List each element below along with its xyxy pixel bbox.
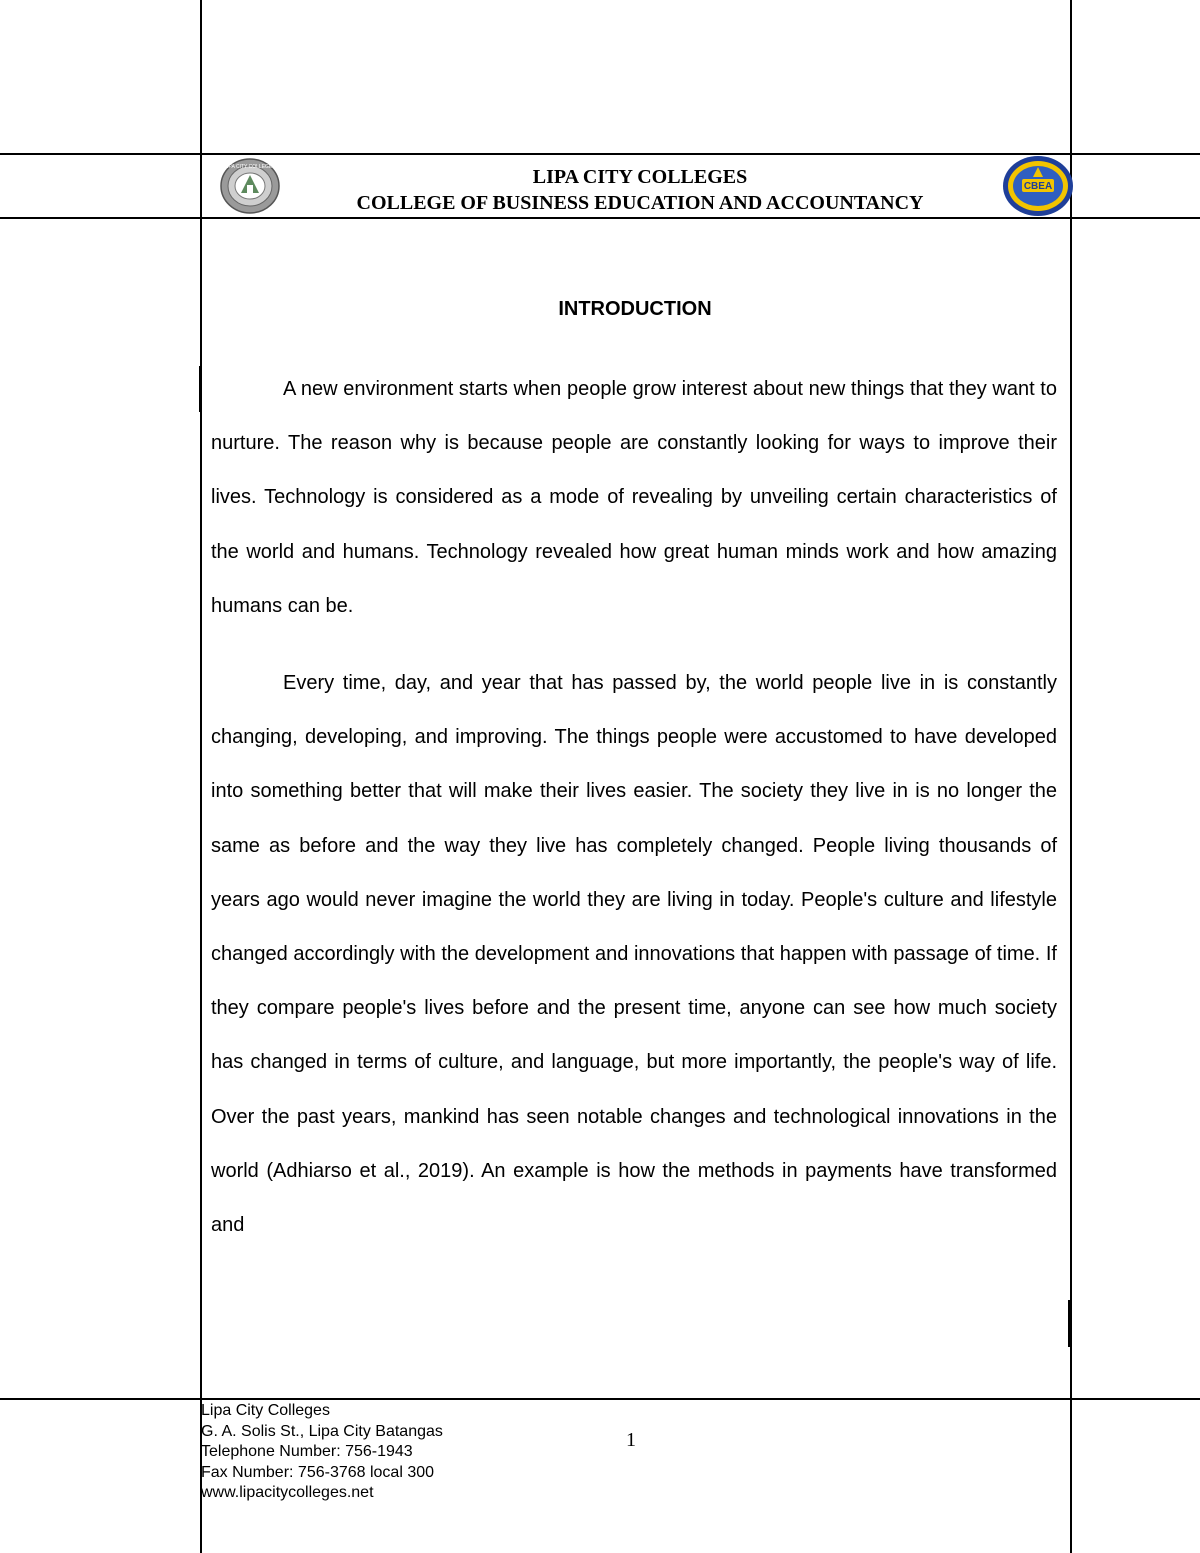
cbea-logo-text: CBEA: [1023, 181, 1053, 192]
footer-address-block: [201, 1401, 443, 1504]
footer-name: Lipa City Colleges: [201, 1402, 330, 1419]
svg-text:LIPA CITY COLLEGES: LIPA CITY COLLEGES: [224, 164, 276, 170]
header-bottom-rule: [0, 217, 1200, 219]
department-name: COLLEGE OF BUSINESS EDUCATION AND ACCOUNTANCY: [356, 192, 924, 214]
right-margin-mark: [1068, 1300, 1071, 1347]
paragraph-2-text: Every time, day, and year that has passed by, the world people live in is constantly changing, developing, and improving. The things people were accustomed to have developed into something better that will make their lives easier. The society they live in is no longer the same as before and the way they live has completely changed. People living thousands of years ago would never imagine the world they are living in today. People's culture and lifestyle changed accordingly with the development and innovations that happen with passage of time. If they compare people's lives before and the present time, anyone can see how much society has changed in terms of culture, and language, but more importantly, the people's way of life. Over the past years, mankind has seen notable changes and technological innovations in the world (Adhiarso et al., 2019). An example is how the methods in payments have transformed and: [211, 672, 1057, 1237]
footer-telephone: Telephone Number: 756-1943: [201, 1443, 413, 1460]
footer-top-rule: [0, 1398, 1200, 1400]
footer-fax: Fax Number: 756-3768 local 300: [201, 1463, 435, 1481]
footer-address: G. A. Solis St., Lipa City Batangas: [201, 1422, 443, 1440]
paragraph-1: [211, 362, 1057, 633]
institution-name: LIPA CITY COLLEGES: [532, 166, 748, 188]
header-title-block: [240, 164, 1040, 216]
paragraph-1-text: A new environment starts when people grow interest about new things that they want to nurture. The reason why is because people are constantly looking for ways to improve their lives. Technology is considered as a mode of revealing by unveiling certain characteristics of the world and humans. Technology revealed how great human minds work and how amazing humans can be.: [211, 378, 1057, 617]
cbea-logo: [1001, 155, 1075, 217]
left-margin-mark: [199, 366, 202, 412]
paragraph-2: [211, 656, 1057, 1252]
footer-website: www.lipacitycolleges.net: [201, 1484, 374, 1501]
page-number: 1: [626, 1429, 636, 1451]
left-margin-line: [200, 0, 202, 1553]
section-title: INTRODUCTION: [558, 298, 712, 320]
